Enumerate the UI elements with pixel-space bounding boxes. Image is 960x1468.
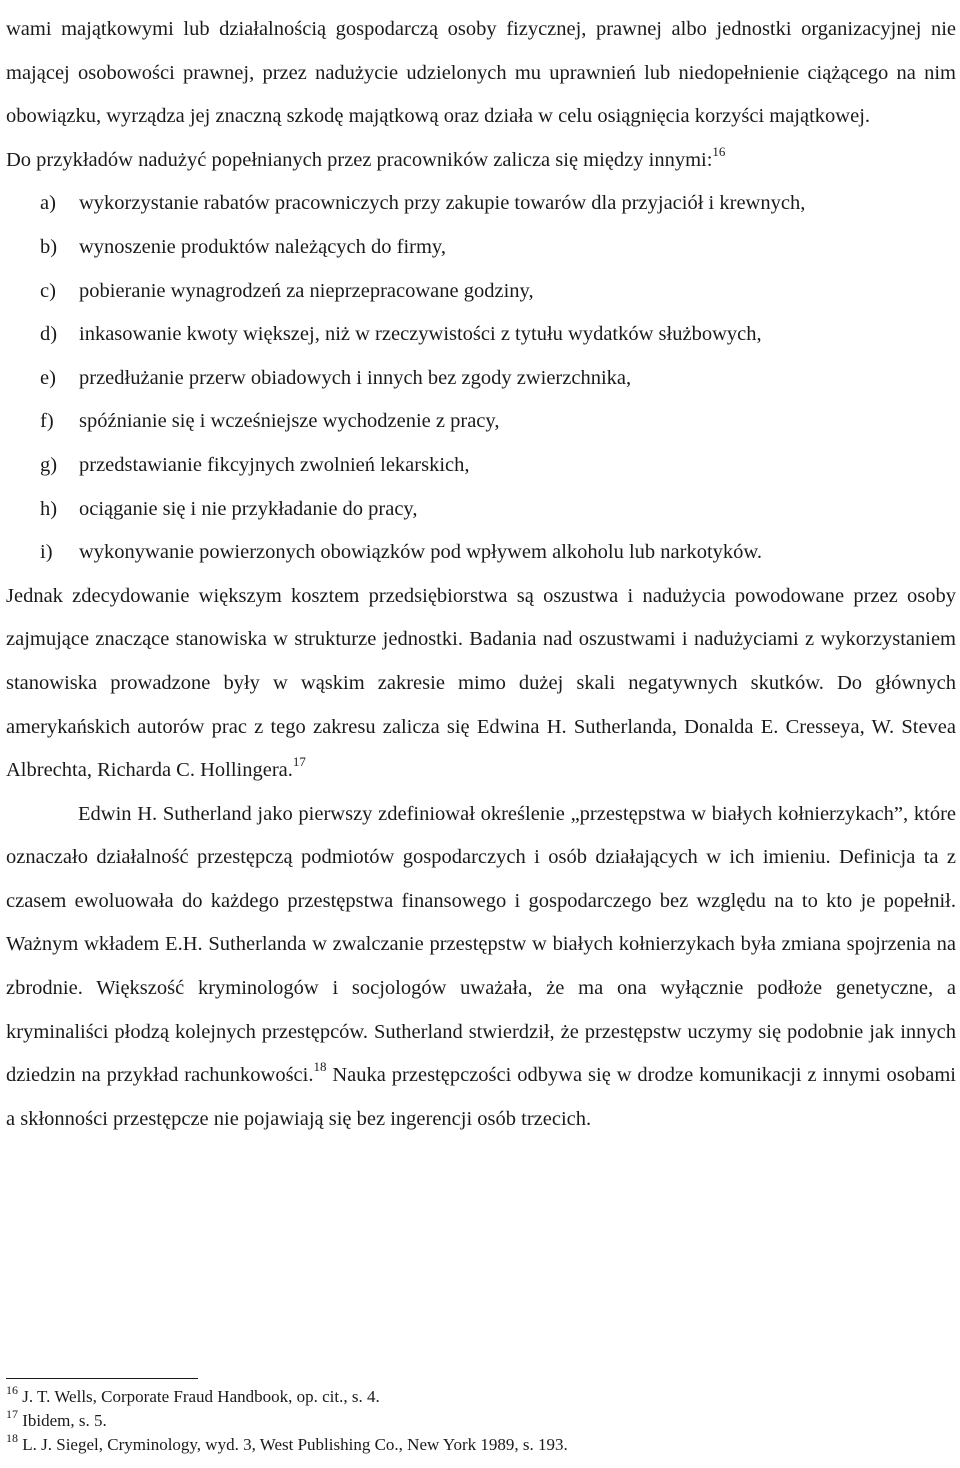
footnote-text: J. T. Wells, Corporate Fraud Handbook, op. cit., s. 4. — [18, 1387, 380, 1406]
footnote-number: 17 — [6, 1407, 18, 1422]
fraud-research-text: Jednak zdecydowanie większym kosztem przedsiębiorstwa są oszustwa i nadużycia powodowane przez osoby zajmujące znaczące stanowiska w strukturze jednostki. Badania nad oszustwami i nadużyciami z wykorzystaniem stanowiska prowadzone były w wąskim zakresie mimo dużej skali negatywnych skutków. Do głównych amerykańskich autorów prac z tego zakresu zalicza się Edwina H. Sutherlanda, Donalda E. Cresseya, W. Stevea Albrechta, Richarda C. Hollingera. — [6, 584, 956, 782]
list-item — [6, 400, 956, 444]
footnote — [6, 1385, 956, 1409]
footnote-text: Ibidem, s. 5. — [18, 1411, 107, 1430]
list-marker: d) — [40, 323, 58, 346]
list-marker: i) — [40, 541, 53, 564]
list-item-text: przedstawianie fikcyjnych zwolnień lekarskich, — [79, 453, 470, 476]
list-item — [6, 182, 956, 226]
list-marker: h) — [40, 497, 58, 520]
footnote — [6, 1433, 956, 1457]
footnote-ref-18: 18 — [313, 1059, 327, 1075]
footnote — [6, 1409, 956, 1433]
footnote-number: 18 — [6, 1431, 18, 1446]
paragraph-definition: wami majątkowymi lub działalnością gospodarczą osoby fizycznej, prawnej albo jednostki organizacyjnej nie mającej osobowości prawnej, przez nadużycie udzielonych mu uprawnień lub niedopełnienie ciążącego na nim obowiązku, wyrządza jej znaczną szkodę majątkową oraz działa w celu osiągnięcia korzyści majątkowej. — [6, 18, 956, 128]
list-item — [6, 357, 956, 401]
list-item-text: pobieranie wynagrodzeń za nieprzepracowane godziny, — [79, 279, 534, 302]
list-item — [6, 444, 956, 488]
list-item-text: wykonywanie powierzonych obowiązków pod wpływem alkoholu lub narkotyków. — [79, 541, 763, 564]
list-marker: e) — [40, 366, 56, 389]
examples-intro-text: Do przykładów nadużyć popełnianych przez pracowników zalicza się między innymi: — [6, 148, 713, 171]
footnote-ref-17: 17 — [292, 754, 306, 770]
paragraph-fraud-research — [6, 575, 956, 793]
list-marker: c) — [40, 279, 56, 302]
list-item-text: wynoszenie produktów należących do firmy, — [79, 235, 446, 258]
list-marker: f) — [40, 410, 54, 433]
list-marker: b) — [40, 235, 58, 258]
list-marker: a) — [40, 192, 56, 215]
paragraph-examples-intro — [6, 139, 956, 183]
list-item — [6, 270, 956, 314]
footnote-separator-rule — [6, 1378, 198, 1379]
list-item — [6, 488, 956, 532]
list-item — [6, 226, 956, 270]
sutherland-text-part-1: Edwin H. Sutherland jako pierwszy zdefiniował określenie „przestępstwa w białych kołnierzykach”, które oznaczało działalność przestępczą podmiotów gospodarczych i osób działających w ich imieniu. Definicja ta z czasem ewoluowała do każdego przestępstwa finansowego i gospodarczego bez względu na to kto je popełnił. Ważnym wkładem E.H. Sutherlanda w zwalczanie przestępstw w białych kołnierzykach była zmiana spojrzenia na zbrodnie. Większość kryminologów i socjologów uważała, że ma ona wyłącznie podłoże genetyczne, a kryminaliści płodzą kolejnych przestępców. Sutherland stwierdził, że przestępstw uczymy się podobnie jak innych dziedzin na przykład rachunkowości. — [6, 802, 956, 1087]
footnote-text: L. J. Siegel, Cryminology, wyd. 3, West Publishing Co., New York 1989, s. 193. — [18, 1435, 568, 1454]
document-page — [6, 8, 956, 1141]
list-item-text: inkasowanie kwoty większej, niż w rzeczywistości z tytułu wydatków służbowych, — [79, 323, 762, 346]
list-item-text: ociąganie się i nie przykładanie do pracy, — [79, 497, 418, 520]
list-item-text: przedłużanie przerw obiadowych i innych bez zgody zwierzchnika, — [79, 366, 632, 389]
list-item-text: wykorzystanie rabatów pracowniczych przy zakupie towarów dla przyjaciół i krewnych, — [79, 192, 806, 215]
list-item-text: spóźnianie się i wcześniejsze wychodzenie z pracy, — [79, 410, 500, 433]
footnote-number: 16 — [6, 1383, 18, 1398]
footnote-ref-16: 16 — [712, 143, 726, 159]
abuse-examples-list — [6, 182, 956, 574]
list-item — [6, 313, 956, 357]
sutherland-text-part-2: Nauka przestępczości odbywa się w drodze komunikacji z innymi osobami a skłonności przestępcze nie pojawiają się bez ingerencji osób trzecich. — [6, 1064, 956, 1130]
paragraph-sutherland — [6, 793, 956, 1142]
footnotes-section — [6, 1378, 956, 1457]
list-marker: g) — [40, 453, 58, 476]
list-item — [6, 531, 956, 575]
